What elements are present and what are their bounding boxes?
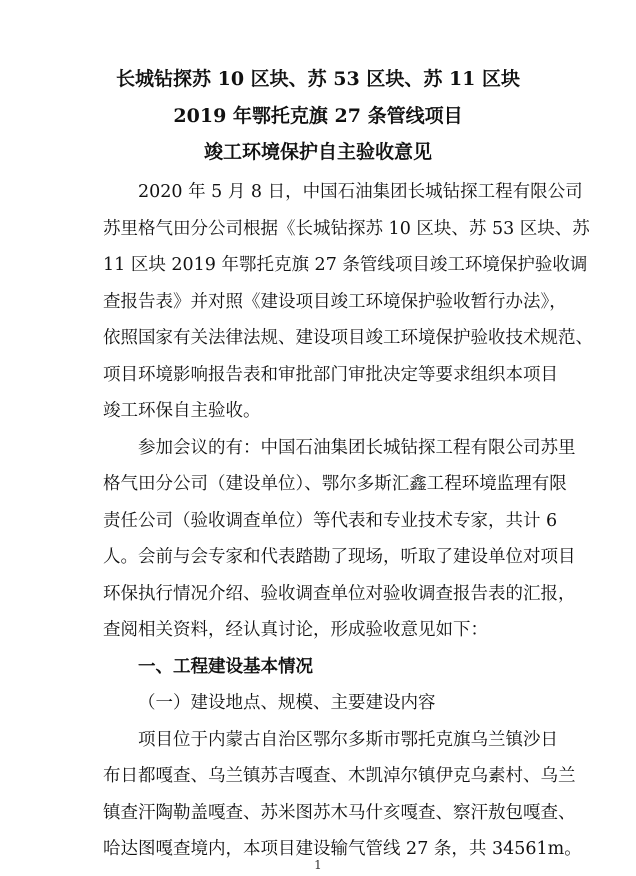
subsection-heading: （一）建设地点、规模、主要建设内容	[138, 693, 436, 713]
paragraph-1-line: 依照国家有关法律法规、建设项目竣工环境保护验收技术规范、	[103, 328, 593, 348]
page-number: 1	[314, 858, 322, 872]
paragraph-3-line: 项目位于内蒙古自治区鄂尔多斯市鄂托克旗乌兰镇沙日	[138, 730, 558, 750]
document-title-line-3: 竣工环境保护自主验收意见	[203, 141, 432, 163]
paragraph-2-line: 参加会议的有：中国石油集团长城钻探工程有限公司苏里	[138, 438, 576, 458]
paragraph-3-line: 哈达图嘎查境内，本项目建设输气管线 27 条，共 34561m。	[103, 839, 582, 859]
document-title-line-2: 2019 年鄂托克旗 27 条管线项目	[173, 105, 463, 127]
paragraph-3-line: 布日都嘎查、乌兰镇苏吉嘎查、木凯淖尔镇伊克乌素村、乌兰	[103, 766, 576, 786]
paragraph-3-line: 镇查汗陶勒盖嘎查、苏米图苏木马什亥嘎查、察汗敖包嘎查、	[103, 803, 576, 823]
paragraph-2-line: 环保执行情况介绍、验收调查单位对验收调查报告表的汇报，	[103, 584, 576, 604]
paragraph-1-line: 查报告表》并对照《建设项目竣工环境保护验收暂行办法》，	[103, 292, 567, 312]
paragraph-2-line: 责任公司（验收调查单位）等代表和专业技术专家，共计 6	[103, 511, 558, 531]
paragraph-2-line: 人。会前与会专家和代表踏勘了现场，听取了建设单位对项目	[103, 547, 576, 567]
paragraph-1-line: 11 区块 2019 年鄂托克旗 27 条管线项目竣工环境保护验收调	[103, 255, 588, 275]
paragraph-1-line: 竣工环保自主验收。	[103, 401, 261, 421]
paragraph-1-line: 项目环境影响报告表和审批部门审批决定等要求组织本项目	[103, 365, 558, 385]
paragraph-2-line: 格气田分公司（建设单位）、鄂尔多斯汇鑫工程环境监理有限	[103, 474, 567, 494]
paragraph-1-line: 2020 年 5 月 8 日，中国石油集团长城钻探工程有限公司	[138, 182, 583, 202]
section-heading: 一、工程建设基本情况	[138, 657, 313, 677]
paragraph-1-line: 苏里格气田分公司根据《长城钻探苏 10 区块、苏 53 区块、苏	[103, 219, 590, 239]
paragraph-2-line: 查阅相关资料，经认真讨论，形成验收意见如下：	[103, 620, 488, 640]
document-title-line-1: 长城钻探苏 10 区块、苏 53 区块、苏 11 区块	[115, 68, 520, 90]
